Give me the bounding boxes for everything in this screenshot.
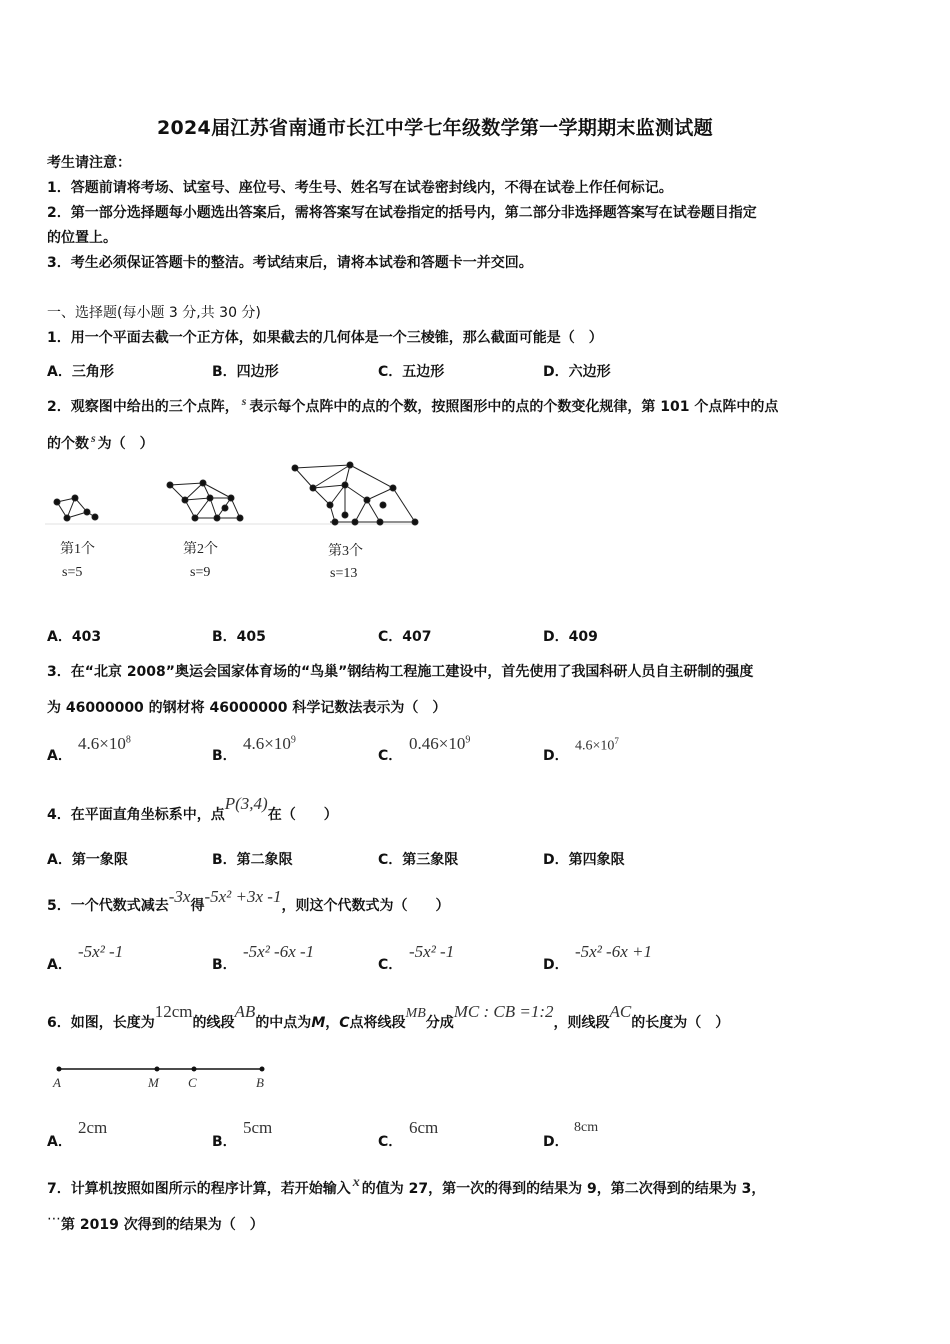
notice-item: 的位置上。 <box>47 230 117 246</box>
q2-text-a: 2．观察图中给出的三个点阵， <box>47 399 239 415</box>
q3-c-exp: 9 <box>465 734 471 746</box>
q6-option-d-letter: D． <box>543 1134 569 1150</box>
q7-text-b: 的值为 27，第一次的得到的结果为 9，第二次得到的结果为 3， <box>361 1181 766 1197</box>
q4-text-b: 在（ ） <box>267 807 338 823</box>
q3-option-c-letter: C． <box>378 748 403 764</box>
q6-c: C <box>339 1015 350 1031</box>
q4-point: P(3,4) <box>224 794 268 813</box>
q5-option-d-letter: D． <box>543 957 569 973</box>
q3-option-b-letter: B． <box>212 748 237 764</box>
q6-t5: 点将线段 <box>349 1015 406 1031</box>
q1-option-b: B．四边形 <box>212 364 279 380</box>
q6-t6: 分成 <box>425 1015 454 1031</box>
point-b-label: B <box>256 1075 264 1090</box>
q1-option-a: A．三角形 <box>47 364 114 380</box>
dot-lattice-figure <box>45 460 425 540</box>
q5-expr1: -3x <box>168 887 191 906</box>
q6-m: M <box>311 1015 326 1031</box>
q2-text-c: 的个数 <box>47 436 89 452</box>
q6-seg: AB <box>234 1002 256 1021</box>
q6-mb: MB <box>405 1006 426 1021</box>
point-a-label: A <box>53 1075 61 1090</box>
point-a-dot <box>57 1067 62 1072</box>
q5-option-d-value: -5x² -6x +1 <box>575 942 652 961</box>
q5-option-b-letter: B． <box>212 957 237 973</box>
q5-option-b-value: -5x² -6x -1 <box>243 942 315 961</box>
q6-option-c-letter: C． <box>378 1134 403 1150</box>
q6-t3: 的中点为 <box>255 1015 312 1031</box>
q2-option-d: D．409 <box>543 629 598 645</box>
q6-t1: 6．如图，长度为 <box>47 1015 155 1031</box>
q3-d-base: 4.6×10 <box>575 738 615 754</box>
q6-option-b-letter: B． <box>212 1134 237 1150</box>
q3-a-base: 4.6×10 <box>78 734 126 753</box>
q2-option-c: C．407 <box>378 629 432 645</box>
point-b-dot <box>260 1067 265 1072</box>
q2-option-b: B．405 <box>212 629 266 645</box>
question-4 <box>47 794 338 824</box>
q6-option-a-value: 2cm <box>78 1118 108 1137</box>
q1-option-d: D．六边形 <box>543 364 611 380</box>
q3-option-d-letter: D． <box>543 748 569 764</box>
q5-text-b: 得 <box>190 898 205 914</box>
q3-d-exp: 7 <box>614 736 619 746</box>
q3-option-a-value <box>78 734 131 754</box>
figure-1-label: 第1个 <box>60 542 95 557</box>
q2-var-s2: s <box>91 431 96 445</box>
q6-t2: 的线段 <box>192 1015 235 1031</box>
q5-option-a-letter: A． <box>47 957 72 973</box>
question-3-line1: 3．在“北京 2008”奥运会国家体育场的“鸟巢”钢结构工程施工建设中，首先使用了我国科研人员自主研制的强度 <box>47 664 754 680</box>
q2-option-a: A．403 <box>47 629 102 645</box>
q5-option-a-value: -5x² -1 <box>78 942 124 961</box>
q7-var-x: x <box>352 1175 360 1190</box>
page-title: 2024届江苏省南通市长江中学七年级数学第一学期期末监测试题 <box>157 117 713 139</box>
q5-text-a: 5．一个代数式减去 <box>47 898 169 914</box>
q4-text-a: 4．在平面直角坐标系中，点 <box>47 807 225 823</box>
q7-text-a: 7．计算机按照如图所示的程序计算，若开始输入 <box>47 1181 351 1197</box>
question-6 <box>47 1002 730 1032</box>
q4-option-a: A．第一象限 <box>47 852 128 868</box>
q6-t8: 的长度为（ ） <box>631 1015 730 1031</box>
question-3-line2: 为 46000000 的钢材将 46000000 科学记数法表示为（ ） <box>47 700 447 716</box>
q3-a-exp: 8 <box>125 734 131 746</box>
question-7-line1 <box>47 1175 766 1198</box>
question-2-line2 <box>47 433 154 453</box>
q2-var-s: s <box>241 394 247 408</box>
q5-expr2: -5x² +3x -1 <box>204 887 282 906</box>
q6-option-c-value: 6cm <box>409 1118 439 1137</box>
question-1: 1．用一个平面去截一个正方体，如果截去的几何体是一个三棱锥，那么截面可能是（ ） <box>47 330 603 346</box>
figure-1-value: s=5 <box>62 565 83 580</box>
figure-2-label: 第2个 <box>183 542 218 557</box>
q6-option-b-value: 5cm <box>243 1118 273 1137</box>
q6-ratio: MC : CB =1:2 <box>453 1002 554 1021</box>
notice-item: 3．考生必须保证答题卡的整洁。考试结束后，请将本试卷和答题卡一并交回。 <box>47 255 533 271</box>
figure-3-value: s=13 <box>330 566 358 581</box>
q3-option-a-letter: A． <box>47 748 72 764</box>
notice-heading: 考生请注意： <box>47 155 131 171</box>
question-7-line2 <box>47 1211 264 1234</box>
figure-3-label: 第3个 <box>328 544 363 559</box>
point-c-label: C <box>188 1075 197 1090</box>
q3-b-base: 4.6×10 <box>243 734 291 753</box>
question-2-line1 <box>47 396 778 416</box>
q3-option-b-value <box>243 734 296 754</box>
q6-t7: ，则线段 <box>553 1015 610 1031</box>
q4-option-d: D．第四象限 <box>543 852 625 868</box>
q6-option-a-letter: A． <box>47 1134 72 1150</box>
q3-c-base: 0.46×10 <box>409 734 466 753</box>
question-5 <box>47 887 450 915</box>
point-c-dot <box>192 1067 197 1072</box>
q3-option-d-value <box>575 736 619 755</box>
q1-option-c: C．五边形 <box>378 364 445 380</box>
q7-dots: ⋯ <box>47 1211 61 1227</box>
q6-ac: AC <box>609 1002 632 1021</box>
q3-b-exp: 9 <box>290 734 296 746</box>
q4-option-b: B．第二象限 <box>212 852 293 868</box>
segment-figure <box>52 1060 272 1095</box>
q5-option-c-value: -5x² -1 <box>409 942 455 961</box>
notice-item: 2．第一部分选择题每小题选出答案后，需将答案写在试卷指定的括号内，第二部分非选择题答案写在试卷题目指定 <box>47 205 757 221</box>
point-m-label: M <box>148 1075 159 1090</box>
q5-text-c: ，则这个代数式为（ ） <box>281 898 450 914</box>
section-heading: 一、选择题(每小题 3 分,共 30 分) <box>47 305 261 321</box>
q2-text-b: 表示每个点阵中的点的个数，按照图形中的点的个数变化规律，第 101 个点阵中的点 <box>249 399 779 415</box>
q5-option-c-letter: C． <box>378 957 403 973</box>
q6-len: 12cm <box>154 1002 193 1021</box>
q7-text-c: 第 2019 次得到的结果为（ ） <box>61 1217 264 1233</box>
q6-t4: ， <box>325 1015 340 1031</box>
q2-text-d: 为（ ） <box>97 436 154 452</box>
figure-2-value: s=9 <box>190 565 211 580</box>
notice-item: 1．答题前请将考场、试室号、座位号、考生号、姓名写在试卷密封线内，不得在试卷上作任何标记。 <box>47 180 673 196</box>
point-m-dot <box>155 1067 160 1072</box>
q3-option-c-value <box>409 734 470 754</box>
q6-option-d-value: 8cm <box>574 1120 599 1135</box>
q4-option-c: C．第三象限 <box>378 852 459 868</box>
